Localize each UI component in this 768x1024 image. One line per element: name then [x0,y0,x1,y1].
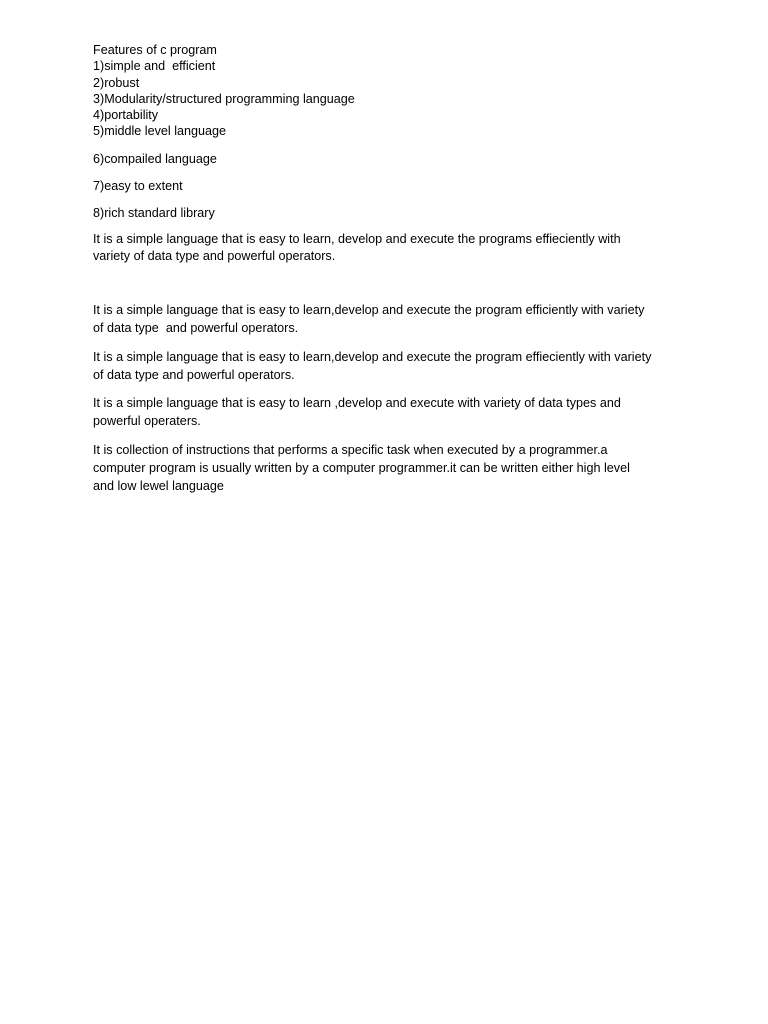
paragraph-line: It is a simple language that is easy to learn, develop and execute the programs effieciently with [93,231,621,246]
feature-item: 2)robust [93,75,140,90]
paragraph-line: It is a simple language that is easy to learn,develop and execute the program effieciently with variety [93,349,652,364]
paragraph-line: of data type and powerful operators. [93,321,299,336]
paragraph-line: computer program is usually written by a computer programmer.it can be written either high level [93,460,630,475]
feature-item: 1)simple and efficient [93,59,216,74]
paragraph-line: of data type and powerful operators. [93,367,295,382]
paragraph [93,349,677,385]
paragraph [93,302,677,338]
document-page [93,42,677,495]
feature-item: 4)portability [93,108,159,123]
feature-item: 5)middle level language [93,124,227,139]
feature-item: 3)Modularity/structured programming language [93,91,355,106]
document-heading: Features of c program [93,43,217,57]
feature-item: 7)easy to extent [93,179,183,194]
paragraph-line: variety of data type and powerful operators. [93,249,336,264]
paragraph [93,231,677,267]
paragraph-line: and low lewel language [93,478,224,493]
paragraph-line: It is a simple language that is easy to learn ,develop and execute with variety of data types and [93,396,621,411]
paragraph [93,442,677,495]
paragraph-line: It is a simple language that is easy to learn,develop and execute the program efficiently with variety [93,303,645,318]
paragraph-line: powerful operaters. [93,414,201,429]
paragraph [93,395,677,431]
paragraph-line: It is collection of instructions that performs a specific task when executed by a programmer.a [93,443,608,458]
feature-item: 6)compailed language [93,151,217,166]
feature-item: 8)rich standard library [93,206,215,221]
